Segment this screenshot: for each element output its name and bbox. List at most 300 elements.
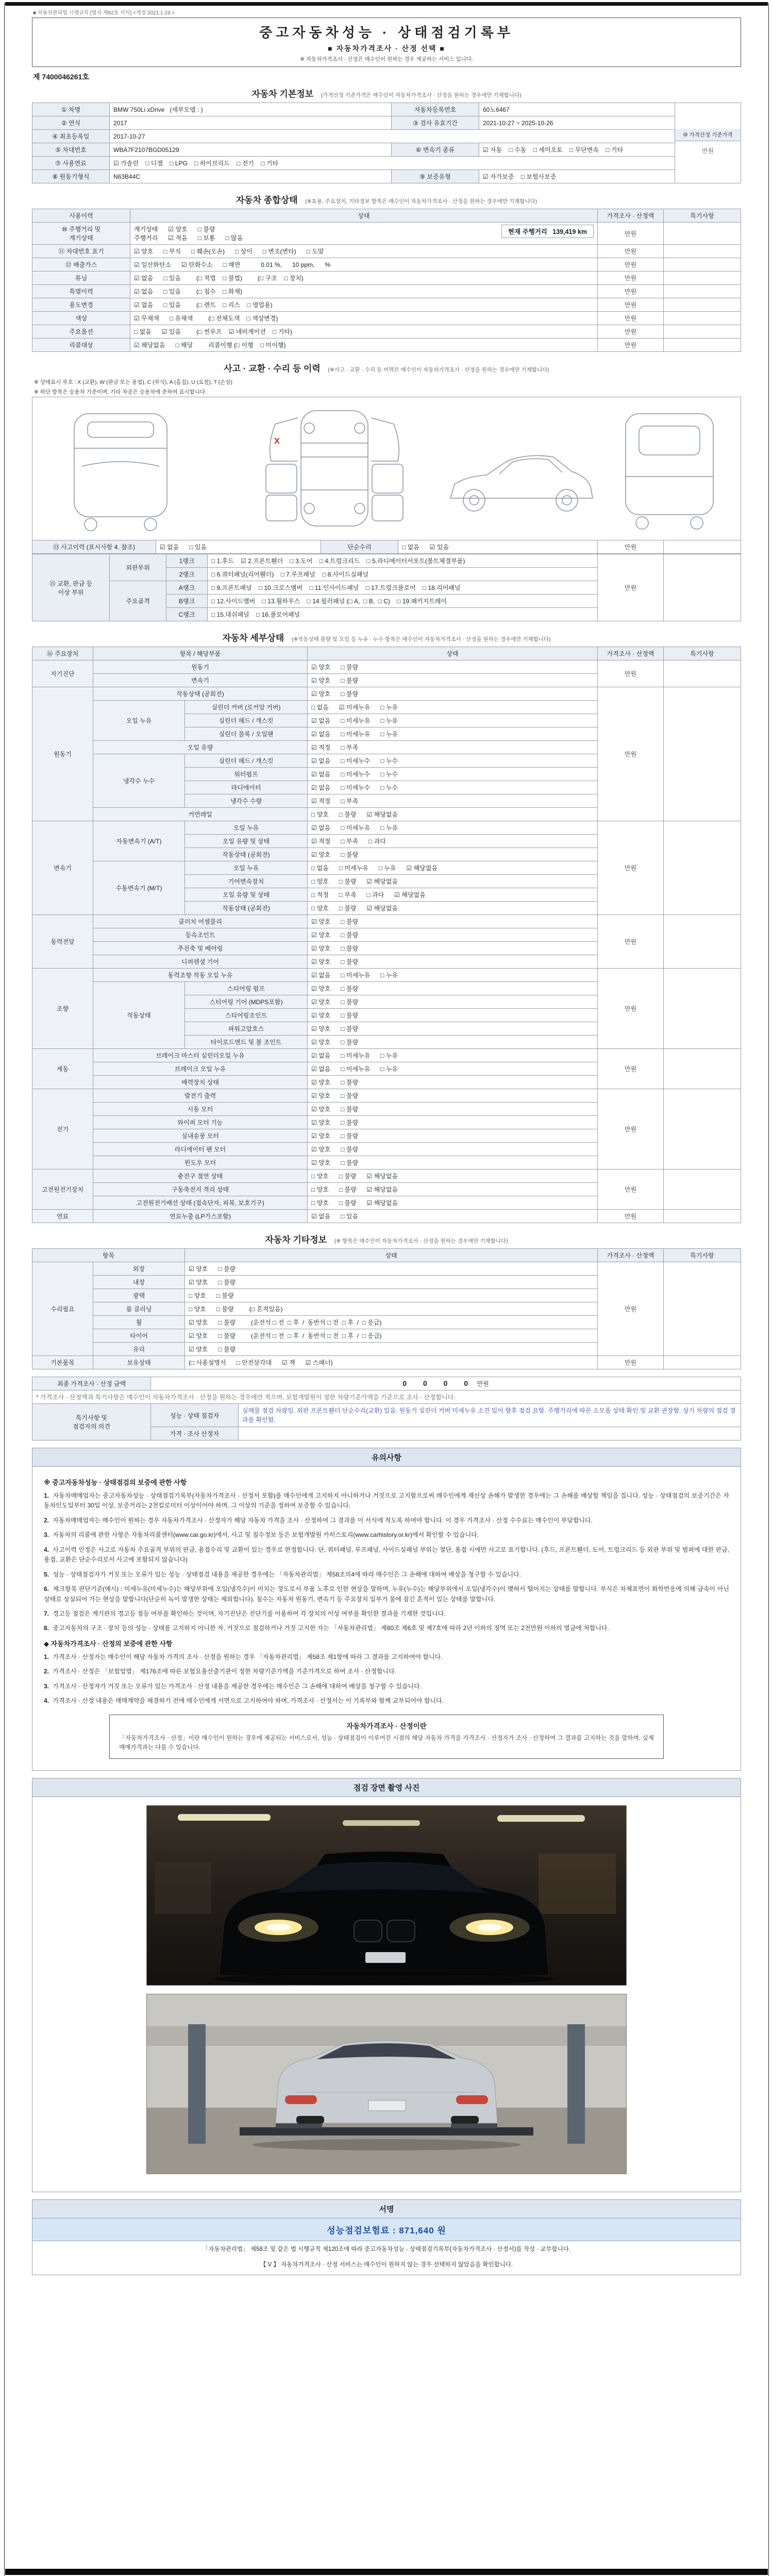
table-row xyxy=(32,312,741,325)
checkbox-state: ☑ 없음 □ 미세누유 □ 누유 xyxy=(308,821,598,835)
car-inspection-diagram-icon xyxy=(33,399,740,537)
checkbox-state: □ 적정 □ 부족 □ 과다 ☑ 해당없음 xyxy=(308,888,598,902)
cell-subitem: 오일 누유 xyxy=(185,861,308,875)
table-row xyxy=(32,687,741,701)
checkbox-state: ☑ 양호 □ 불량 xyxy=(308,660,598,674)
cell-item: 브레이크 오일 누유 xyxy=(93,1062,308,1076)
notice-item-number: 5. xyxy=(44,1570,49,1578)
table-row xyxy=(32,1210,741,1223)
inspector-opinion: 실매물 점검 차량임. 외판 프론트휀더 단순수리(교환) 있음. 원동기 실린더 커버 미세누유 소견 있어 향후 점검 요함. 주행거리에 따른 소모품 상태 확인 및 교환 권장함. 상기 차량의 점검 결과를 확인함. xyxy=(239,1404,741,1427)
cell-price: 만원 xyxy=(598,969,664,1049)
checkbox-state: ☑ 양호 □ 불량 xyxy=(308,1076,598,1089)
checkbox-state: ☑ 없음 □ 미세누유 □ 누유 xyxy=(308,714,598,727)
cell-item: 발전기 출력 xyxy=(93,1089,308,1103)
notice-item-number: 1. xyxy=(44,1653,49,1660)
checkbox-state: □ 양호 □ 불량 ☑ 해당없음 xyxy=(308,808,598,821)
section-detail-condition xyxy=(32,629,741,1223)
cell-device: 동력전달 xyxy=(32,915,93,969)
section-title xyxy=(32,629,741,647)
cell-subitem: 작동상태 (공회전) xyxy=(185,848,308,861)
table-row xyxy=(32,130,741,143)
bottom-rule xyxy=(5,2569,768,2575)
section-title xyxy=(32,359,741,377)
notice-item: 2. 가격조사 · 산정은 「보험업법」 제176조에 따른 보험요율산출기관이 정한 차량기준가액을 기준가격으로 하여 조사 · 산정합니다. xyxy=(44,1668,397,1675)
checkbox-state: □ 양호 □ 불량 ☑ 해당없음 xyxy=(308,1196,598,1210)
section-signature xyxy=(32,2199,741,2275)
checkbox-state: ☑ 없음 □ 미세누유 □ 누유 xyxy=(308,727,598,741)
cell-price: 만원 xyxy=(598,223,664,245)
cell-item: 동력조향 작동 오일 누유 xyxy=(93,969,308,982)
cell-item: 광택 xyxy=(93,1289,185,1302)
checkbox-state: ☑ 없음 □ 있음 (□ 적법 □ 불법) (□ 구조 □ 장치) xyxy=(130,272,598,285)
cell-label: 튜닝 xyxy=(32,272,130,285)
column-header: 상태 xyxy=(308,647,598,660)
cell-note xyxy=(664,1210,741,1223)
notice-title: 유의사항 xyxy=(32,1448,741,1467)
checkbox-state: □ 없음 ☑ 있음 (□ 썬루프 ☑ 네비게이션 □ 기타) xyxy=(130,325,598,338)
cell-price: 만원 xyxy=(598,245,664,258)
cell-subitem: 파워고압호스 xyxy=(185,1022,308,1036)
group-label: 외판부위 xyxy=(110,554,166,581)
cell-label: 특별이력 xyxy=(32,285,130,298)
cell-note xyxy=(664,1356,741,1369)
column-header: 항목 xyxy=(32,1249,185,1262)
top-rule xyxy=(5,2,768,6)
cell-note xyxy=(664,1262,741,1356)
checkbox-state: ☑ 해당없음 □ 해당 리콜이행 (□ 이행 □ 미이행) xyxy=(130,338,598,352)
checkbox-state: □ 9.프론트패널 □ 10.크로스멤버 □ 11.인사이드패널 □ 17.트렁크플로어 □ 18.리어패널 xyxy=(208,581,598,595)
notice-item: 4. 사고이력 인정은 사고로 자동차 주요골격 부위의 판금, 용접수리 및 교환이 있는 경우로 한정합니다. 단, 쿼터패널, 루프패널, 사이드실패널 부위는 절단, 용접 시에만 사고로 표기합니다. (후드, 프론트휀더, 도어, 트렁크리드 등 외판 부위 및 범퍼에 대한 판금, 용접, 교환은 단순수리로서 사고에 포함되지 않습니다) xyxy=(44,1546,729,1564)
table-header-row xyxy=(32,1249,741,1262)
table-row xyxy=(32,338,741,352)
checkbox-state: □ 6.쿼터패널(리어휀더) □ 7.루프패널 □ 8.사이드실패널 xyxy=(208,568,598,581)
cell-price: 만원 xyxy=(598,554,664,621)
document-number: 제 7400046261호 xyxy=(33,73,89,81)
cell-note xyxy=(664,285,741,298)
photo-front-view xyxy=(146,1805,627,1986)
rank-label: 2랭크 xyxy=(166,568,208,581)
checkbox-state: ☑ 없음 □ 있음 xyxy=(156,540,321,554)
cell-subitem: 기어변속장치 xyxy=(185,875,308,888)
cell-item: 타이어 xyxy=(93,1329,185,1343)
cell-subitem: 라디에이터 xyxy=(185,781,308,794)
cell-subitem: 냉각수 수량 xyxy=(185,794,308,808)
cell-price: 만원 xyxy=(598,1262,664,1356)
checkbox-state: ☑ 가솔린 □ 디젤 □ LPG □ 하이브리드 □ 전기 □ 기타 xyxy=(110,157,675,170)
field-label: 단순수리 xyxy=(321,540,398,554)
cell-price: 만원 xyxy=(598,1210,664,1223)
cell-item: 연료누출 (LP가스포함) xyxy=(93,1210,308,1223)
header-note: ※ 자동차가격조사 · 산정은 매수인이 원하는 경우 제공하는 서비스 입니다. xyxy=(300,56,473,62)
plate-number: 60노6467 xyxy=(479,103,675,116)
column-header: 사용이력 xyxy=(32,209,130,223)
checkbox-state: □ 15.대쉬패널 □ 16.플로어패널 xyxy=(208,608,598,621)
field-label: ⑥ 변속기 종류 xyxy=(392,143,479,157)
section-final-price xyxy=(32,1377,741,1440)
checkbox-state: ☑ 없음 □ 미세누수 □ 누수 xyxy=(308,754,598,768)
cell-label: 색상 xyxy=(32,312,130,325)
exchange-mark-x: X xyxy=(274,437,280,446)
cell-note xyxy=(664,272,741,285)
section-title xyxy=(32,84,741,103)
cell-label: ⑫ 배출가스 xyxy=(32,258,130,272)
photo-container xyxy=(32,1797,741,2192)
cell-label: ⑪ 차대번호 표기 xyxy=(32,245,130,258)
column-header: 상태 xyxy=(185,1249,598,1262)
cell-price: 만원 xyxy=(598,312,664,325)
cell-item: 오일 누유 xyxy=(93,701,185,741)
cell-price: 만원 xyxy=(598,338,664,352)
final-amount-digits: 0 0 0 0 xyxy=(402,1379,476,1387)
checkbox-state: □ 없음 ☑ 미세누유 □ 누유 xyxy=(308,701,598,714)
final-price-table xyxy=(32,1377,741,1440)
cell-item: 추진축 및 베어링 xyxy=(93,942,308,955)
checkbox-state: □ 양호 □ 불량 ☑ 해당없음 xyxy=(308,875,598,888)
final-price-note: * 가격조사 · 산정액과 특기사항은 매수인이 자동차가격조사 · 산정을 원하는 경우에만 적으며, 보험개발원이 정한 차량기준가액을 기준으로 조사 · 산정합니다. xyxy=(32,1391,741,1404)
field-value: 2017 xyxy=(110,116,392,130)
column-header: 항목 / 해당부품 xyxy=(93,647,308,660)
cell-item: 원동기 xyxy=(93,660,308,674)
cell-subitem: 실린더 헤드 / 개스킷 xyxy=(185,754,308,768)
notice-list xyxy=(44,1491,729,1634)
cell-note xyxy=(664,325,741,338)
signature-confirmation: 【 V 】 자동차가격조사 · 산정 서비스는 매수인이 원하지 않는 경우 선택하지 않았음을 확인합니다. xyxy=(260,2262,513,2268)
checkbox-state: □ 12.사이드멤버 □ 13.휠하우스 □ 14.필러패널 (□ A, □ B, □ C) □ 19.패키지트레이 xyxy=(208,595,598,608)
cell-item: 외장 xyxy=(93,1262,185,1276)
table-row xyxy=(32,1170,741,1183)
checkbox-state: ☑ 양호 □ 부식 □ 훼손(오손) □ 상이 □ 변조(변타) □ 도말 xyxy=(130,245,598,258)
cell-label: 리콜대상 xyxy=(32,338,130,352)
final-amount-unit: 만원 xyxy=(477,1380,489,1387)
checkbox-state: □ 양호 □ 불량 ☑ 해당없음 xyxy=(308,1170,598,1183)
cell-group: 수리필요 xyxy=(32,1262,93,1356)
checkbox-state: ☑ 적정 □ 부족 xyxy=(308,741,598,754)
cell-item: 작동상태 (공회전) xyxy=(93,687,308,701)
document-page xyxy=(32,7,741,2275)
group-label: 주요골격 xyxy=(110,581,166,621)
table-header-row xyxy=(32,209,741,223)
checkbox-state: ☑ 양호 □ 불량 xyxy=(308,1036,598,1049)
rank-label: A랭크 xyxy=(166,581,208,595)
cell-note xyxy=(664,554,741,621)
notice-list xyxy=(44,1652,729,1706)
photo-rear-view xyxy=(146,1994,627,2174)
notice-item: 5. 성능 · 상태점검자가 거짓 또는 오류가 있는 성능 · 상태점검 내용을 제공한 경우에는 「자동차관리법」 제58조의4에 따라 매수인은 그 손해에 대하여 배상을 청구할 수 있습니다. xyxy=(44,1570,522,1578)
table-row xyxy=(32,170,741,183)
rank-label: 1랭크 xyxy=(166,554,208,568)
cell-item: 클러치 어셈블리 xyxy=(93,915,308,928)
section-accident-history xyxy=(32,359,741,621)
notice-item: 3. 자동차의 리콜에 관한 사항은 자동차리콜센터(www.car.go.kr)에서, 사고 및 침수정보 등은 보험개발원 카히스토리(www.carhistory.or.kr)에서 확인할 수 있습니다. xyxy=(44,1531,479,1539)
notice-item-number: 2. xyxy=(44,1516,49,1524)
checkbox-state: ☑ 없음 □ 미세누수 □ 누수 xyxy=(308,781,598,794)
table-row xyxy=(32,116,741,130)
column-header: 특기사항 xyxy=(664,209,741,223)
cell-label: ⑩ 주행거리 및 계기상태 xyxy=(32,223,130,245)
form-reference: ■ 자동차관리법 시행규칙 [별지 제82호 서식] <개정 2021.1.19.> xyxy=(33,10,175,16)
appraiser-opinion xyxy=(239,1427,741,1440)
checkbox-state: ☑ 자동 □ 수동 □ 세미오토 □ 무단변속 □ 기타 xyxy=(479,143,675,157)
cell-item: 오일 유량 xyxy=(93,741,308,754)
cell-note xyxy=(664,223,741,245)
cell-subitem: 스티어링 기어 (MDPS포함) xyxy=(185,995,308,1009)
checkbox-state: ☑ 양호 □ 불량 xyxy=(185,1262,598,1276)
cell-item: 윈도우 모터 xyxy=(93,1156,308,1170)
cell-note xyxy=(664,821,741,915)
cell-item: 배력장치 상태 xyxy=(93,1076,308,1089)
checkbox-state: ☑ 자가보증 □ 보험사보증 xyxy=(479,170,675,183)
cell-price: 만원 xyxy=(598,1170,664,1210)
section-title-text: 자동차 기본정보 xyxy=(251,89,314,99)
field-label: 최종 가격조사 · 산정 금액 xyxy=(32,1377,151,1391)
table-row xyxy=(32,1356,741,1369)
cell-price: 만원 xyxy=(598,540,664,554)
cell-item: 브레이크 마스터 실린더오일 누유 xyxy=(93,1049,308,1062)
cell-device: 자기진단 xyxy=(32,660,93,687)
checkbox-state: □ 양호 □ 불량 xyxy=(185,1289,598,1302)
cell-subitem: 오일 누유 xyxy=(185,821,308,835)
cell-subitem: 실린더 블록 / 오일팬 xyxy=(185,727,308,741)
checkbox-state: ☑ 적정 □ 부족 xyxy=(308,794,598,808)
base-price-unit: 만원 xyxy=(701,147,714,155)
cell-device: 고전원전기장치 xyxy=(32,1170,93,1210)
mileage-value: 현재 주행거리 139,419 km xyxy=(501,225,594,238)
etc-info-table xyxy=(32,1248,741,1369)
checkbox-state: ☑ 양호 □ 불량 xyxy=(308,1156,598,1170)
cell-note xyxy=(664,245,741,258)
checkbox-state: ☑ 없음 □ 미세누유 □ 누유 xyxy=(308,1049,598,1062)
diagram-legend: ※ 하단 항목은 승용차 기준이며, 기타 차종은 승용차에 준하여 표시합니다. xyxy=(34,389,207,395)
cell-item: 충전구 절연 상태 xyxy=(93,1170,308,1183)
table-row xyxy=(32,1049,741,1062)
field-label: 가격 · 조사 산정자 xyxy=(151,1427,239,1440)
cell-note xyxy=(664,258,741,272)
cell-note xyxy=(664,1170,741,1210)
insurance-premium: 성능점검보험료 : 871,640 원 xyxy=(32,2218,741,2241)
cell-note xyxy=(664,298,741,312)
cell-label: 용도변경 xyxy=(32,298,130,312)
cell-device: 연료 xyxy=(32,1210,93,1223)
checkbox-state: ☑ 양호 □ 불량 xyxy=(308,1009,598,1022)
column-header: 가격조사 · 산정액 xyxy=(598,1249,664,1262)
column-header: ⑯ 주요장치 xyxy=(32,647,93,660)
cell-item: 커먼레일 xyxy=(93,808,308,821)
cell-price: 만원 xyxy=(598,687,664,821)
signature-statement: 「자동차관리법」 제58조 및 같은 법 시행규칙 제120조에 따라 중고자동차성능 · 상태점검기록부(자동차가격조사 · 산정서)를 작성 · 교부합니다. xyxy=(202,2246,571,2253)
cell-item: 유리 xyxy=(93,1343,185,1356)
checkbox-state: ☑ 없음 □ 미세누유 □ 누유 xyxy=(308,969,598,982)
checkbox-state: ☑ 양호 □ 불량 xyxy=(308,1089,598,1103)
section-title xyxy=(32,191,741,209)
base-price-cell xyxy=(675,103,741,183)
exchange-parts-table xyxy=(32,554,741,621)
checkbox-state: ☑ 양호 □ 불량 xyxy=(308,674,598,687)
section-title-text: 자동차 종합상태 xyxy=(236,195,298,205)
table-row xyxy=(32,298,741,312)
section-title-text: 자동차 세부상태 xyxy=(222,633,284,643)
notice-subtitle: ◆ 자동차가격조사 · 산정의 보증에 관한 사항 xyxy=(44,1639,173,1648)
field-label: 특기사항 및 점검자의 의견 xyxy=(32,1404,151,1440)
checkbox-state: ☑ 양호 □ 불량 xyxy=(308,848,598,861)
table-row xyxy=(32,540,741,554)
cell-item: 시동 모터 xyxy=(93,1103,308,1116)
field-value: N63B44C xyxy=(110,170,392,183)
table-row xyxy=(32,915,741,928)
checkbox-state: ☑ 양호 □ 불량 xyxy=(185,1343,598,1356)
cell-item: 룸 클리닝 xyxy=(93,1302,185,1316)
final-amount-cell xyxy=(151,1377,741,1391)
notice-body xyxy=(32,1467,741,1770)
cell-price: 만원 xyxy=(598,258,664,272)
table-row xyxy=(32,1391,741,1404)
checkbox-state: ☑ 양호 □ 불량 xyxy=(308,915,598,928)
notice-item-number: 1. xyxy=(44,1492,49,1499)
table-row xyxy=(32,258,741,272)
checkbox-state: □ 양호 □ 불량 ☑ 해당없음 xyxy=(308,902,598,915)
price-appraisal-definition-box xyxy=(109,1715,663,1759)
cell-item: 자동변속기 (A/T) xyxy=(93,821,185,861)
notice-item-number: 8. xyxy=(44,1624,49,1632)
notice-item: 8. 중고자동차의 구조 · 장치 등의 성능 · 상태를 고지하지 아니한 자, 거짓으로 점검하거나 거짓 고지한 자는 「자동차관리법」 제80조 제6호 및 제7호에 따라 2년 이하의 징역 또는 2천만원 이하의 벌금에 처합니다. xyxy=(44,1624,609,1632)
cell-subitem: 오일 유량 및 상태 xyxy=(185,835,308,848)
table-row xyxy=(32,1404,741,1427)
cell-subitem: 실린더 커버 (로커암 커버) xyxy=(185,701,308,714)
checkbox-state: ☑ 양호 □ 불량 xyxy=(308,982,598,995)
cell-price: 만원 xyxy=(598,1049,664,1089)
cell-subitem: 스티어링조인트 xyxy=(185,1009,308,1022)
cell-subitem: 오일 유량 및 상태 xyxy=(185,888,308,902)
checkbox-state: ☑ 양호 □ 불량 xyxy=(308,928,598,942)
cell-price: 만원 xyxy=(598,1089,664,1170)
field-value: 2021-10-27 ~ 2025-10-26 xyxy=(479,116,675,130)
section-etc-info xyxy=(32,1230,741,1369)
cell-item: 고전원전기배선 상태 (접속단자, 피복, 보호기구) xyxy=(93,1196,308,1210)
cell-item: 보유상태 xyxy=(93,1356,185,1369)
cell-item: 등속조인트 xyxy=(93,928,308,942)
notice-item: 2. 자동차매매업자는 매수인이 원하는 경우 자동차가격조사 · 산정자가 해당 자동차 가격을 조사 · 산정하여 그 결과를 이 서식에 적도록 하여야 합니다. 이 경우 가격조사 · 산정 수수료는 매수인이 부담합니다. xyxy=(44,1516,593,1524)
notice-item: 7. 경고등 점검은 계기판의 경고등 점등 여부를 확인하는 것이며, 자기진단은 진단기를 이용하여 각 장치의 이상 여부를 확인한 결과를 기재한 것입니다. xyxy=(44,1609,446,1617)
field-value: 2017-10-27 xyxy=(110,130,675,143)
checkbox-state: ☑ 없음 □ 있음 (□ 렌트 □ 리스 □ 영업용) xyxy=(130,298,598,312)
section-note: (※작동상태 불량 및 오일 등 누유 · 누수 항목은 매수인이 자동차가격조사 · 산정을 원하는 경우에만 기재합니다) xyxy=(291,636,551,642)
cell-note xyxy=(664,1089,741,1170)
basic-info-table xyxy=(32,103,741,183)
column-header: 가격조사 · 산정액 xyxy=(598,209,664,223)
checkbox-state: ☑ 양호 □ 불량 xyxy=(308,995,598,1009)
table-header-row xyxy=(32,647,741,660)
notice-item-number: 4. xyxy=(44,1697,49,1705)
section-note: (※ 항목은 매수인이 자동차가격조사 · 산정을 원하는 경우에만 기재합니다) xyxy=(334,1238,508,1244)
field-label: ⑮ 교환, 판금 등 이상 부위 xyxy=(32,554,110,621)
checkbox-state: ☑ 양호 □ 불량 xyxy=(308,1022,598,1036)
cell-note xyxy=(664,915,741,969)
column-header: 특기사항 xyxy=(664,1249,741,1262)
accident-summary-table xyxy=(32,540,741,554)
section-notice xyxy=(32,1448,741,1771)
cell-price: 만원 xyxy=(598,325,664,338)
checkbox-state: □ 없음 □ 미세누유 □ 누유 ☑ 해당없음 xyxy=(308,861,598,875)
checkbox-state: □ 1.후드 ☑ 2.프론트휀더 □ 3.도어 □ 4.트렁크리드 □ 5.라디에이터서포트(볼트체결부품) xyxy=(208,554,598,568)
definition-title: 자동차가격조사 · 산정이란 xyxy=(346,1722,427,1730)
checkbox-state: ☑ 적정 □ 부족 □ 과다 xyxy=(308,835,598,848)
table-row xyxy=(32,1377,741,1391)
notice-item-number: 2. xyxy=(44,1668,49,1675)
field-value: BMW 750Li xDrive (세부모델 : ) xyxy=(110,103,392,116)
cell-item: 작동상태 xyxy=(93,982,185,1049)
notice-item: 3. 가격조사 · 산정자가 거짓 또는 오류가 있는 가격조사 · 산정 내용을 제공한 경우에는 매수인은 그 손해에 대하여 배상을 청구할 수 있습니다. xyxy=(44,1682,422,1690)
checkbox-state: ☑ 양호 □ 불량 (운전석 □ 전 □ 후 / 동반석 □ 전 □ 후 / □ 응급) xyxy=(185,1316,598,1329)
cell-item: 냉각수 누수 xyxy=(93,754,185,808)
cell-item: 디퍼렌셜 기어 xyxy=(93,955,308,969)
field-label: ① 차명 xyxy=(32,103,110,116)
base-price-label: ⑩ 가격산정 기준가격 xyxy=(675,129,741,141)
checkbox-state: ☑ 없음 □ 미세누수 □ 누수 xyxy=(308,768,598,781)
section-basic-info xyxy=(32,84,741,183)
definition-text: 「자동차가격조사 · 산정」이란 매수인이 원하는 경우에 제공되는 서비스로서, 성능 · 상태점검이 이루어진 시점의 해당 자동차 가격을 가격조사 · 산정자가 조사 · 산정하여 그 결과를 고지하는 것을 말하며, 실제 매매가격과는 다를 수 있습니다. xyxy=(119,1735,654,1751)
notice-item: 6. 체크항목 판단기준(예시) : 미세누유(미세누수)는 해당부위에 오일(냉각수)이 비치는 정도로서 부품 노후로 인한 현상을 말하며, 누유(누수)는 해당부위에서 오일(냉각수)이 맺혀서 떨어지는 상태를 말합니다. 부식은 차체표면이 화학반응에 의해 금속이 아닌 상태로 상실되어 가는 현상을 말합니다(단순히 녹이 발생한 상태는 제외합니다). 침수는 자동차 원동기, 변속기 등 주요장치 일부가 물에 잠긴 흔적이 있는 상태를 말합니다. xyxy=(44,1585,729,1603)
cell-item: 실내송풍 모터 xyxy=(93,1129,308,1143)
notice-subtitle: ※ 중고자동차성능 · 상태점검의 보증에 관한 사항 xyxy=(44,1479,187,1486)
section-title-text: 사고 · 교환 · 수리 등 이력 xyxy=(224,364,321,374)
checkbox-state: ☑ 양호 □ 불량 xyxy=(308,1116,598,1129)
cell-subitem: 실린더 헤드 / 개스킷 xyxy=(185,714,308,727)
vin-value: WBA7F2107BGD05129 xyxy=(110,143,392,157)
cell-price: 만원 xyxy=(598,1356,664,1369)
cell-note xyxy=(664,1049,741,1089)
cell-item: 라디에이터 팬 모터 xyxy=(93,1143,308,1156)
detail-condition-table xyxy=(32,647,741,1223)
field-label: ② 연식 xyxy=(32,116,110,130)
checkbox-state: ☑ 양호 □ 불량 xyxy=(308,687,598,701)
cell-subitem: 스티어링 펌프 xyxy=(185,982,308,995)
document-header xyxy=(32,18,741,67)
section-note: (가격산정 기준가격은 매수인이 자동차가격조사 · 산정을 원하는 경우에만 기재합니다) xyxy=(321,92,522,98)
cell-label: 주요옵션 xyxy=(32,325,130,338)
checkbox-state: ☑ 일산화탄소 ☑ 탄화수소 □ 매연 0.01 %, 10 ppm, % xyxy=(130,258,598,272)
cell-price: 만원 xyxy=(598,915,664,969)
cell-item: 휠 xyxy=(93,1316,185,1329)
section-title xyxy=(32,1230,741,1248)
table-row xyxy=(32,103,741,116)
checkbox-state: (□ 사용설명서 □ 안전삼각대 ☑ 잭 ☑ 스패너) xyxy=(185,1356,598,1369)
checkbox-state: ☑ 없음 □ 있음 xyxy=(308,1210,598,1223)
checkbox-state: □ 없음 ☑ 있음 xyxy=(398,540,598,554)
cell-price: 만원 xyxy=(598,272,664,285)
notice-item-number: 7. xyxy=(44,1609,49,1617)
cell-subitem: 워터펌프 xyxy=(185,768,308,781)
table-row xyxy=(32,1089,741,1103)
checkbox-state: ☑ 없음 □ 있음 (□ 침수 □ 화재) xyxy=(130,285,598,298)
section-title-text: 자동차 기타정보 xyxy=(265,1235,327,1245)
field-label: ⑧ 원동기형식 xyxy=(32,170,110,183)
checkbox-state: 현재 주행거리 139,419 km 계기상태 ☑ 양호 □ 불량 주행거리 ☑ 적음 □ 보통 □ 많음 xyxy=(130,223,598,245)
cell-item: 수동변속기 (M/T) xyxy=(93,861,185,915)
page-title: 중고자동차성능 · 상태점검기록부 xyxy=(259,25,514,40)
column-header: 특기사항 xyxy=(664,647,741,660)
table-row xyxy=(32,821,741,835)
overall-condition-table xyxy=(32,209,741,352)
field-label: 자동차등록번호 xyxy=(392,103,479,116)
cell-device: 변속기 xyxy=(32,821,93,915)
notice-item: 4. 가격조사 · 산정 내용은 매매계약을 체결하기 전에 매수인에게 서면으로 고지하여야 하며, 가격조사 · 산정서는 이 기록부와 함께 교부되어야 합니다. xyxy=(44,1697,444,1705)
field-label: ③ 검사 유효기간 xyxy=(392,116,479,130)
checkbox-state: ☑ 무채색 □ 유채색 (□ 전체도색 □ 색상변경) xyxy=(130,312,598,325)
cell-item: 변속기 xyxy=(93,674,308,687)
cell-price: 만원 xyxy=(598,285,664,298)
cell-device: 제동 xyxy=(32,1049,93,1089)
table-row xyxy=(32,554,741,568)
cell-price: 만원 xyxy=(598,298,664,312)
